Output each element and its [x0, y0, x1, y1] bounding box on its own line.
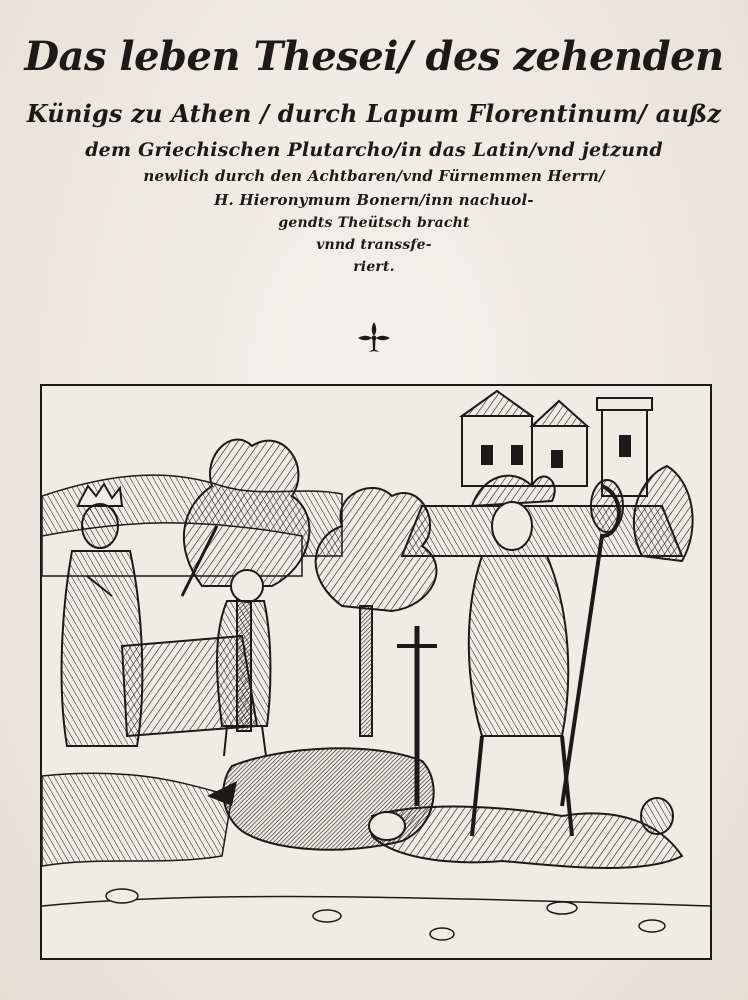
title-line-7: vnnd transsfe-: [316, 237, 432, 253]
title-line-1: Das leben Thesei/ des zehenden: [24, 33, 724, 80]
fleuron-icon: [354, 318, 394, 358]
title-line-4: newlich durch den Achtbaren/vnd Fürnemmen Herrn/: [143, 167, 605, 185]
title-line-5: H. Hieronymum Bonern/inn nachuol-: [214, 191, 534, 209]
title-block: [0, 22, 748, 278]
title-line-6: gendts Theütsch bracht: [278, 215, 470, 231]
woodcut-theseus-scene: [42, 386, 710, 958]
title-line-8: riert.: [353, 259, 395, 275]
woodcut-illustration: [40, 384, 712, 960]
title-line-2: Künigs zu Athen / durch Lapum Florentinum/ außz: [26, 99, 722, 128]
title-line-3: dem Griechischen Plutarcho/in das Latin/vnd jetzund: [85, 139, 663, 161]
